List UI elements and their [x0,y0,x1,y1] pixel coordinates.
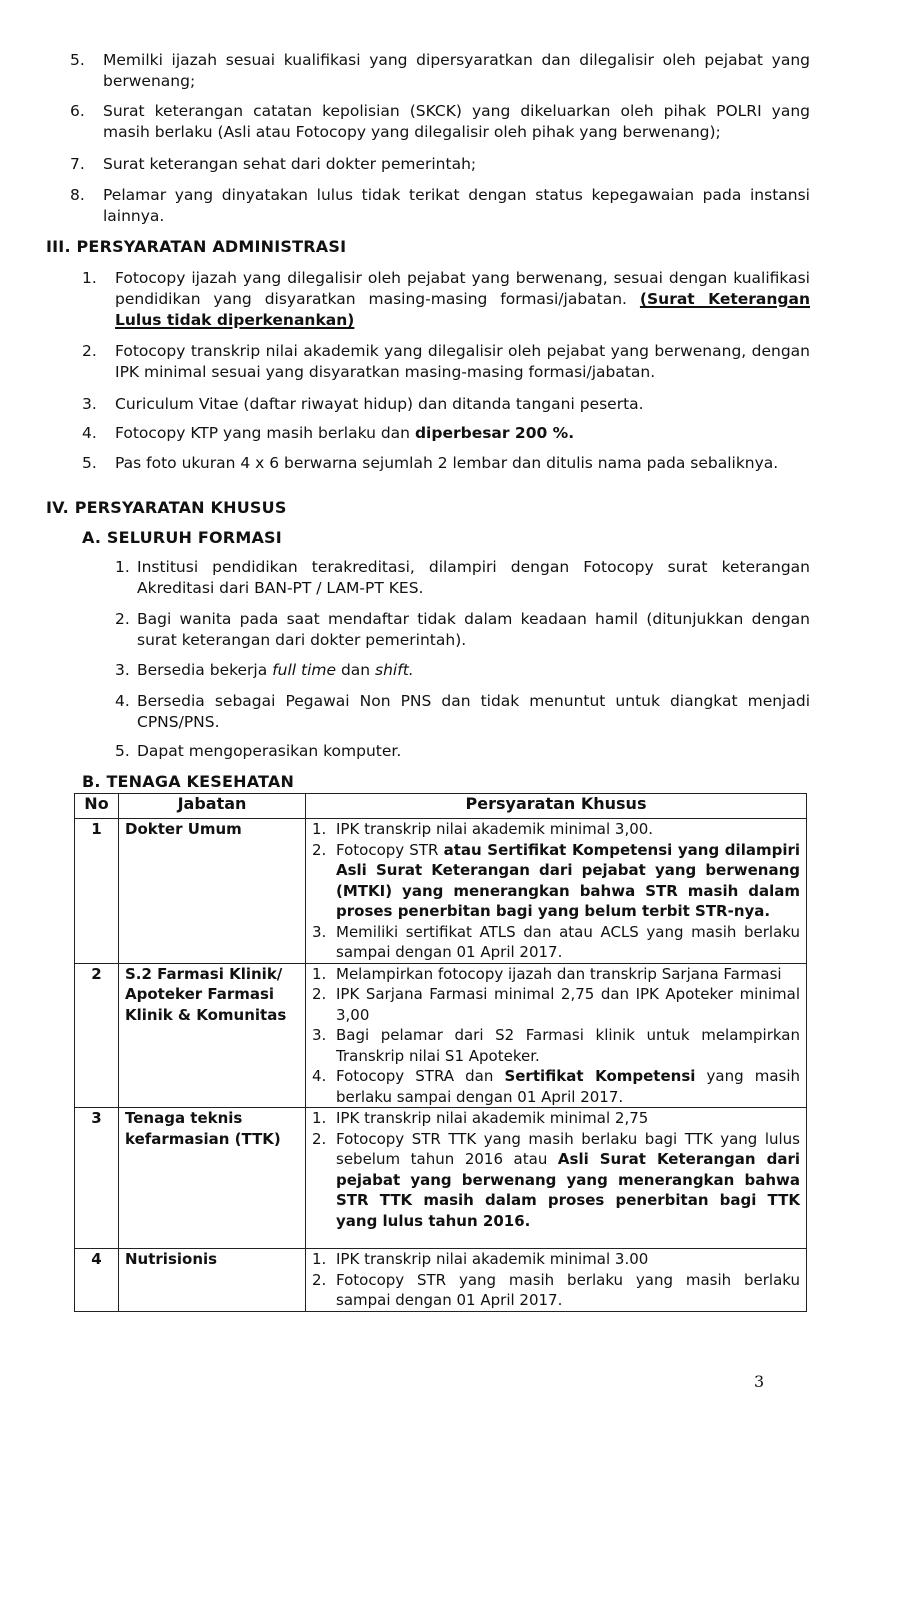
row-jabatan: Nutrisionis [119,1249,306,1312]
list-item: Pas foto ukuran 4 x 6 berwarna sejumlah 2 lembar dan ditulis nama pada sebaliknya. [115,454,779,472]
row-jabatan: S.2 Farmasi Klinik/ Apoteker Farmasi Klinik & Komunitas [119,963,306,1108]
requirement-item [312,1066,800,1107]
subsection-heading: A. SELURUH FORMASI [82,528,282,547]
requirement-text: IPK transkrip nilai akademik minimal 2,75 [336,1109,649,1127]
list-item: Pelamar yang dinyatakan lulus tidak terikat dengan status kepegawaian pada instansi lainnya. [103,186,810,225]
requirement-item [312,922,800,963]
table-row [75,819,807,964]
requirement-text: Fotocopy STR yang masih berlaku yang masih berlaku sampai dengan 01 April 2017. [336,1270,800,1309]
requirement-number: 1. [312,1109,327,1127]
list-item-text: dan [336,661,376,679]
column-header-persyaratan: Persyaratan Khusus [306,794,807,819]
section-heading: III. PERSYARATAN ADMINISTRASI [46,237,347,256]
requirement-number: 1. [312,820,327,838]
row-requirements [306,963,807,1108]
list-number: 5. [115,742,130,760]
requirement-number: 3. [312,922,327,941]
list-item [115,268,810,331]
list-item-text: Fotocopy KTP yang masih berlaku dan [115,424,415,442]
requirement-bold: Asli Surat Keterangan dari pejabat yang berwenang yang menerangkan bahwa STR TTK masih dalam proses penerbitan bagi TTK yang lulus tahun 2016. [336,1150,800,1230]
requirement-item [312,1025,800,1066]
requirement-text: Fotocopy STRA dan [336,1067,505,1085]
requirement-item [312,964,800,985]
list-number: 5. [70,51,85,69]
requirement-item [312,1129,800,1232]
requirement-number: 4. [312,1067,327,1085]
list-item [137,660,810,681]
requirement-number: 2. [312,1270,327,1289]
requirement-text: yang masih berlaku sampai dengan 01 April 2017. [336,1067,800,1106]
requirement-text: IPK Sarjana Farmasi minimal 2,75 dan IPK Apoteker minimal 3,00 [336,985,800,1024]
list-number: 6. [70,102,85,120]
row-number: 3 [75,1108,119,1249]
requirement-item [312,1108,800,1129]
row-number: 2 [75,963,119,1108]
row-jabatan: Dokter Umum [119,819,306,964]
requirement-bold: Sertifikat Kompetensi [504,1067,696,1085]
row-jabatan: Tenaga teknis kefarmasian (TTK) [119,1108,306,1249]
row-requirements [306,1249,807,1312]
table-row [75,963,807,1108]
list-item: Bagi wanita pada saat mendaftar tidak dalam keadaan hamil (ditunjukkan dengan surat keterangan dari dokter pemerintah). [137,610,810,649]
list-item-emphasis: (Surat Keterangan Lulus tidak diperkenankan) [115,290,811,329]
row-requirements [306,1108,807,1249]
list-number: 2. [115,610,130,628]
list-number: 1. [115,558,130,576]
subsection-heading: B. TENAGA KESEHATAN [82,772,295,791]
requirement-text: IPK transkrip nilai akademik minimal 3,00. [336,820,654,838]
requirement-item [312,1270,800,1311]
requirement-text: Melampirkan fotocopy ijazah dan transkrip Sarjana Farmasi [336,964,782,983]
list-number: 8. [70,186,85,204]
table-row [75,1249,807,1312]
requirement-number: 2. [312,1129,327,1148]
requirement-bold: atau Sertifikat Kompetensi yang dilampiri Asli Surat Keterangan dari pejabat yang berwenang (MTKI) yang menerangkan bahwa STR masih dalam proses penerbitan bagi yang belum terbit STR-nya. [336,840,800,920]
list-item: Institusi pendidikan terakreditasi, dilampiri dengan Fotocopy surat keterangan Akreditasi dari BAN-PT / LAM-PT KES. [137,558,810,597]
list-number: 3. [82,395,97,413]
list-item: Memilki ijazah sesuai kualifikasi yang dipersyaratkan dan dilegalisir oleh pejabat yang berwenang; [103,51,810,90]
list-number: 5. [82,454,97,472]
requirement-number: 1. [312,964,327,983]
page-number: 3 [754,1372,765,1391]
requirement-text: Fotocopy STR [336,840,444,859]
column-header-no: No [75,794,119,819]
requirement-number: 1. [312,1250,327,1268]
list-number: 1. [82,269,97,287]
column-header-jabatan: Jabatan [119,794,306,819]
requirement-text: Fotocopy STR TTK yang masih berlaku bagi TTK yang lulus sebelum tahun 2016 atau [336,1129,800,1168]
list-number: 3. [115,661,130,679]
list-item: Fotocopy transkrip nilai akademik yang dilegalisir oleh pejabat yang berwenang, dengan IPK minimal sesuai yang disyaratkan masing-masing formasi/jabatan. [115,342,810,381]
requirement-text: IPK transkrip nilai akademik minimal 3.00 [336,1250,649,1268]
list-item: Surat keterangan catatan kepolisian (SKCK) yang dikeluarkan oleh pihak POLRI yang masih berlaku (Asli atau Fotocopy yang dilegalisir oleh pihak yang berwenang); [103,102,810,141]
requirement-text: Bagi pelamar dari S2 Farmasi klinik untuk melampirkan Transkrip nilai S1 Apoteker. [336,1026,800,1065]
row-requirements [306,819,807,964]
row-number: 1 [75,819,119,964]
list-item-italic: full time [272,661,337,679]
requirement-number: 3. [312,1026,327,1044]
list-item: Curiculum Vitae (daftar riwayat hidup) dan ditanda tangani peserta. [115,395,644,413]
row-number: 4 [75,1249,119,1312]
requirement-number: 2. [312,840,327,859]
table-row [75,1108,807,1249]
requirements-table [74,793,807,1312]
requirement-item [312,1249,800,1270]
requirement-number: 2. [312,985,327,1003]
list-item: Dapat mengoperasikan komputer. [137,742,402,760]
requirement-item [312,840,800,922]
list-item-bold: diperbesar 200 %. [414,424,575,442]
section-heading: IV. PERSYARATAN KHUSUS [46,498,287,517]
list-item-text: Bersedia bekerja [137,661,273,679]
requirement-item [312,819,800,840]
list-number: 4. [82,424,97,442]
list-number: 2. [82,342,97,360]
requirement-text: Memiliki sertifikat ATLS dan atau ACLS yang masih berlaku sampai dengan 01 April 2017. [336,922,800,961]
list-number: 7. [70,155,85,173]
list-item: Bersedia sebagai Pegawai Non PNS dan tidak menuntut untuk diangkat menjadi CPNS/PNS. [137,692,810,731]
list-number: 4. [115,692,130,710]
requirement-item [312,984,800,1025]
list-item-italic: shift. [375,661,414,679]
list-item: Surat keterangan sehat dari dokter pemerintah; [103,155,477,173]
table-header-row [75,794,807,819]
list-item [115,423,810,444]
list-item-text: Fotocopy ijazah yang dilegalisir oleh pejabat yang berwenang, sesuai dengan kualifikasi pendidikan yang disyaratkan masing-masing formasi/jabatan. [115,269,810,308]
